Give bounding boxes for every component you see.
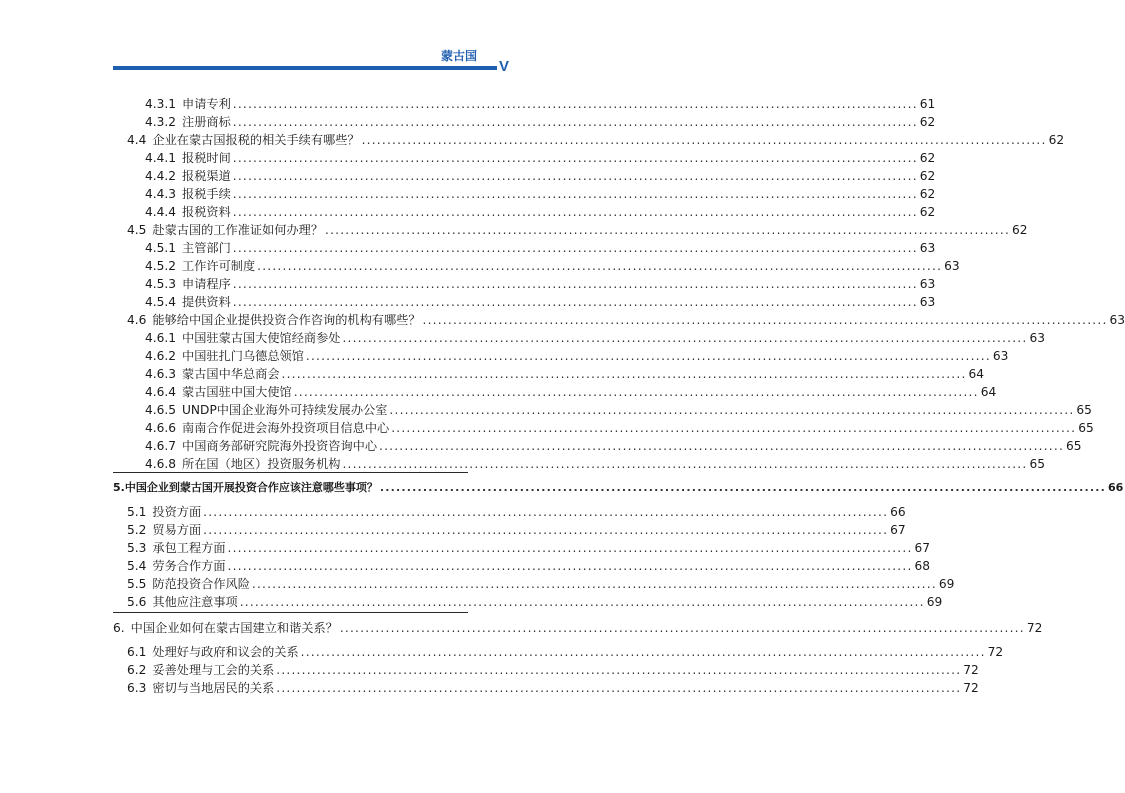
toc-entry[interactable] [0, 240, 936, 256]
toc-entry-number: 4.4.4 [145, 205, 177, 219]
toc-entry[interactable] [0, 276, 936, 292]
toc-entry-title: 能够给中国企业提供投资合作咨询的机构有哪些？ [152, 313, 421, 327]
toc-entry-number: 4.4.1 [145, 151, 177, 165]
toc-entry-number: 4.6 [127, 313, 147, 327]
toc-entry[interactable] [0, 186, 936, 202]
toc-entry-number: 4.3.2 [145, 115, 177, 129]
toc-entry-page: 68 [914, 559, 931, 573]
toc-entry-title: 报税资料 [182, 205, 231, 219]
toc-entry-title: 密切与当地居民的关系 [152, 681, 275, 695]
toc-entry-title: 承包工程方面 [152, 541, 226, 555]
toc-entry-number: 4.6.3 [145, 367, 177, 381]
toc-entry-title: 妥善处理与工会的关系 [152, 663, 275, 677]
toc-entry-page: 72 [987, 645, 1004, 659]
toc-entry-page: 65 [1029, 457, 1045, 471]
section-divider [113, 472, 468, 473]
toc-entry-title: 报税渠道 [182, 169, 231, 183]
toc-entry-number: 4.6.7 [145, 439, 177, 453]
toc-dot-leader [228, 540, 913, 556]
toc-entry-page: 63 [919, 277, 936, 291]
toc-entry-page: 72 [1026, 621, 1043, 635]
toc-entry-number: 6.3 [127, 681, 147, 695]
toc-entry-number: 5.2 [127, 523, 147, 537]
toc-dot-leader [233, 168, 918, 184]
header-rule [113, 66, 497, 70]
toc-entry-page: 62 [919, 169, 936, 183]
toc-entry-title: 申请专利 [182, 97, 231, 111]
toc-entry-page: 62 [919, 115, 936, 129]
toc-entry-title: 中国商务部研究院海外投资咨询中心 [182, 439, 378, 453]
toc-entry[interactable] [0, 456, 1045, 472]
toc-entry-title: 投资方面 [152, 505, 202, 519]
toc-entry-title: 处理好与政府和议会的关系 [152, 645, 299, 659]
toc-entry[interactable] [0, 558, 931, 574]
toc-entry-title: 报税手续 [182, 187, 231, 201]
toc-entry[interactable] [0, 132, 1065, 148]
toc-entry-number: 4.5.3 [145, 277, 177, 291]
toc-entry[interactable] [0, 114, 936, 130]
toc-entry[interactable] [0, 480, 1124, 496]
toc-entry-title: 中国驻蒙古国大使馆经商参处 [182, 331, 341, 345]
toc-entry-number: 4.6.4 [145, 385, 177, 399]
toc-entry-page: 64 [980, 385, 997, 399]
toc-entry[interactable] [0, 402, 1092, 418]
toc-entry-number: 5.4 [127, 559, 147, 573]
toc-entry-number: 4.5.2 [145, 259, 177, 273]
toc-entry-number: 4.5.1 [145, 241, 177, 255]
toc-entry-title: 贸易方面 [152, 523, 202, 537]
toc-entry[interactable] [0, 258, 960, 274]
toc-entry-number: 5.5 [127, 577, 147, 591]
toc-entry-title: 蒙古国中华总商会 [182, 367, 280, 381]
toc-entry[interactable] [0, 312, 1125, 328]
toc-entry-page: 63 [992, 349, 1009, 363]
toc-entry[interactable] [0, 348, 1009, 364]
toc-entry-number: 6. [113, 621, 125, 635]
toc-dot-leader [276, 662, 961, 678]
toc-entry-title: 劳务合作方面 [152, 559, 226, 573]
toc-dot-leader [282, 366, 967, 382]
toc-entry[interactable] [0, 540, 931, 556]
toc-dot-leader [340, 620, 1025, 636]
toc-entry[interactable] [0, 150, 936, 166]
toc-entry-page: 72 [963, 663, 979, 677]
toc-entry-page: 63 [1029, 331, 1045, 345]
toc-dot-leader [389, 402, 1074, 418]
toc-entry-title: 赴蒙古国的工作准证如何办理？ [152, 223, 324, 237]
toc-entry[interactable] [0, 294, 936, 310]
toc-entry[interactable] [0, 620, 1043, 636]
toc-entry[interactable] [0, 96, 936, 112]
toc-entry-page: 62 [919, 187, 936, 201]
toc-entry[interactable] [0, 522, 906, 538]
toc-entry-page: 62 [919, 205, 936, 219]
toc-entry[interactable] [0, 222, 1028, 238]
toc-entry[interactable] [0, 576, 955, 592]
toc-dot-leader [257, 258, 942, 274]
toc-dot-leader [233, 186, 918, 202]
toc-entry[interactable] [0, 168, 936, 184]
toc-entry[interactable] [0, 330, 1045, 346]
toc-entry-number: 4.4 [127, 133, 147, 147]
toc-entry-number: 5.3 [127, 541, 147, 555]
toc-dot-leader [325, 222, 1010, 238]
toc-entry-page: 65 [1066, 439, 1082, 453]
toc-entry[interactable] [0, 438, 1082, 454]
toc-dot-leader [252, 576, 937, 592]
toc-entry[interactable] [0, 504, 906, 520]
toc-entry-number: 4.6.6 [145, 421, 177, 435]
toc-entry-title: 企业在蒙古国报税的相关手续有哪些？ [152, 133, 360, 147]
toc-dot-leader [276, 680, 961, 696]
toc-dot-leader [342, 330, 1027, 346]
toc-entry-page: 69 [938, 577, 955, 591]
toc-entry-page: 66 [1107, 481, 1124, 494]
toc-entry-number: 4.4.3 [145, 187, 177, 201]
toc-entry-title: 其他应注意事项 [152, 595, 238, 609]
toc-entry[interactable] [0, 204, 936, 220]
toc-entry-page: 64 [968, 367, 985, 381]
toc-entry-page: 67 [914, 541, 931, 555]
toc-dot-leader [423, 312, 1108, 328]
toc-entry-page: 66 [890, 505, 906, 519]
toc-entry[interactable] [0, 680, 979, 696]
toc-entry-number: 4.6.2 [145, 349, 177, 363]
toc-entry-title: 提供资料 [182, 295, 231, 309]
toc-entry-page: 63 [1109, 313, 1125, 327]
toc-entry-number: 5.6 [127, 595, 147, 609]
toc-dot-leader [233, 294, 918, 310]
toc-dot-leader [306, 348, 991, 364]
toc-entry-title: 报税时间 [182, 151, 231, 165]
toc-entry-title: 中国驻扎门乌德总领馆 [182, 349, 304, 363]
toc-dot-leader [342, 456, 1027, 472]
toc-entry-page: 63 [944, 259, 960, 273]
running-header-title: 蒙古国 [440, 49, 477, 63]
toc-entry-title: 工作许可制度 [182, 259, 256, 273]
toc-dot-leader [233, 150, 918, 166]
toc-entry-number: 4.3.1 [145, 97, 177, 111]
toc-dot-leader [240, 594, 925, 610]
toc-entry-page: 62 [1048, 133, 1065, 147]
toc-entry-number: 4.6.8 [145, 457, 177, 471]
toc-dot-leader [391, 420, 1076, 436]
toc-entry-title: 南南合作促进会海外投资项目信息中心 [182, 421, 390, 435]
toc-dot-leader [233, 240, 918, 256]
toc-entry[interactable] [0, 420, 1094, 436]
toc-dot-leader [203, 504, 888, 520]
toc-entry-number: 4.5.4 [145, 295, 177, 309]
toc-entry-number: 6.2 [127, 663, 147, 677]
toc-entry-number: 4.5 [127, 223, 147, 237]
toc-entry-number: 4.6.5 [145, 403, 177, 417]
toc-dot-leader [233, 204, 918, 220]
toc-entry-title: 所在国（地区）投资服务机构 [182, 457, 341, 471]
toc-entry-page: 65 [1078, 421, 1094, 435]
toc-entry-number: 6.1 [127, 645, 147, 659]
toc-dot-leader [294, 384, 979, 400]
toc-dot-leader [203, 522, 888, 538]
toc-dot-leader [362, 132, 1047, 148]
toc-entry-title: 中国企业如何在蒙古国建立和谐关系？ [130, 621, 338, 635]
toc-entry-title: 5.中国企业到蒙古国开展投资合作应该注意哪些事项？ [113, 481, 378, 494]
toc-entry-page: 63 [919, 295, 936, 309]
toc-entry-page: 69 [926, 595, 943, 609]
toc-entry[interactable] [0, 594, 943, 610]
toc-entry[interactable] [0, 384, 997, 400]
toc-dot-leader [379, 438, 1064, 454]
toc-entry[interactable] [0, 366, 985, 382]
toc-dot-leader [301, 644, 986, 660]
toc-dot-leader [233, 276, 918, 292]
page-number: V [498, 58, 509, 75]
toc-entry-title: UNDP中国企业海外可持续发展办公室 [182, 403, 388, 417]
toc-entry-page: 61 [919, 97, 936, 111]
toc-entry-title: 申请程序 [182, 277, 231, 291]
toc-entry-page: 62 [1012, 223, 1028, 237]
toc-entry-page: 67 [890, 523, 906, 537]
toc-entry-title: 蒙古国驻中国大使馆 [182, 385, 292, 399]
toc-dot-leader [233, 96, 918, 112]
toc-entry-page: 65 [1076, 403, 1092, 417]
toc-dot-leader [228, 558, 913, 574]
toc-entry-number: 4.4.2 [145, 169, 177, 183]
toc-entry-number: 5.1 [127, 505, 147, 519]
toc-entry-page: 72 [963, 681, 979, 695]
toc-entry-title: 注册商标 [182, 115, 231, 129]
toc-dot-leader [233, 114, 918, 130]
toc-dot-leader [380, 480, 1106, 496]
toc-entry-page: 63 [919, 241, 936, 255]
toc-entry[interactable] [0, 644, 1004, 660]
toc-entry-title: 防范投资合作风险 [152, 577, 250, 591]
toc-entry-title: 主管部门 [182, 241, 231, 255]
toc-entry[interactable] [0, 662, 979, 678]
section-divider [113, 612, 468, 613]
toc-entry-page: 62 [919, 151, 936, 165]
toc-entry-number: 4.6.1 [145, 331, 177, 345]
